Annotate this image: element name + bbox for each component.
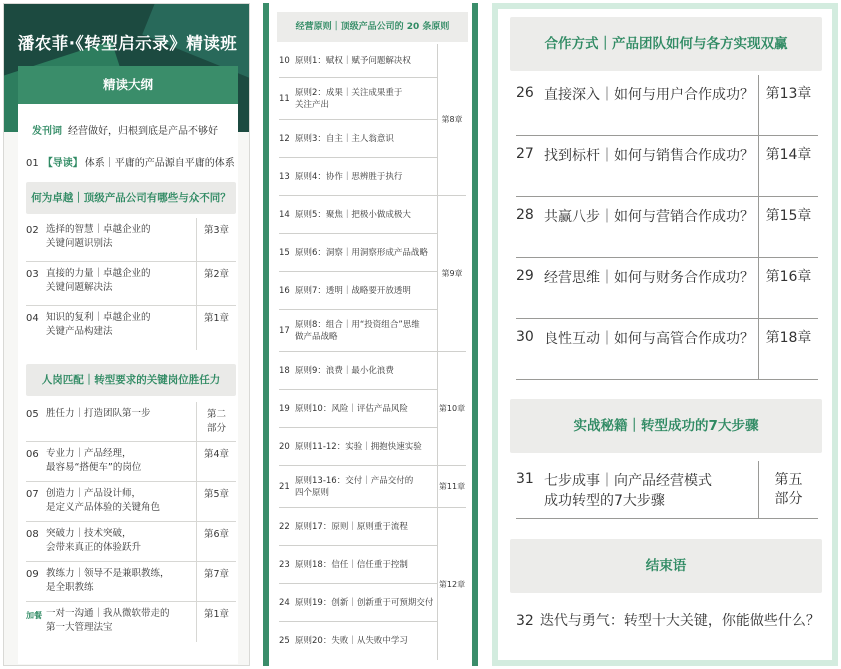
outline-panel-1	[3, 3, 250, 666]
item-number: 加餐	[26, 611, 42, 620]
item-number: 24	[279, 597, 290, 608]
section-header: 经营原则｜顶级产品公司的 20 条原则	[277, 12, 468, 42]
list-item[interactable]	[516, 319, 818, 380]
list-item[interactable]	[279, 158, 437, 196]
item-number: 26	[516, 85, 534, 101]
item-title: 原则3：自主｜主人翁意识	[295, 133, 394, 144]
item-number: 13	[279, 171, 290, 182]
item-number: 32	[516, 613, 534, 629]
item-number: 07	[26, 489, 39, 500]
item-number: 10	[279, 55, 290, 66]
list-item[interactable]	[26, 442, 236, 482]
item-chapter: 第五 部分	[758, 461, 818, 518]
list-item[interactable]	[26, 602, 236, 642]
list-item[interactable]	[516, 610, 820, 630]
item-number: 04	[26, 313, 39, 324]
outline-title: 精读大纲	[18, 66, 238, 104]
list-item[interactable]	[516, 136, 818, 197]
item-chapter: 第4章	[196, 442, 236, 481]
item-chapter: 第15章	[758, 197, 818, 257]
item-title: 共赢八步｜如何与营销合作成功？	[544, 209, 754, 225]
item-number: 30	[516, 329, 534, 345]
item-chapter: 第2章	[196, 262, 236, 305]
section-header: 人岗匹配｜转型要求的关键岗位胜任力	[26, 364, 236, 396]
item-chapter: 第二 部分	[196, 402, 236, 441]
item-chapter: 第1章	[196, 602, 236, 642]
item-chapter: 第13章	[758, 75, 818, 135]
item-number: 06	[26, 449, 39, 460]
list-item[interactable]	[26, 522, 236, 562]
list-item[interactable]	[26, 218, 236, 262]
item-title: 直接深入｜如何与用户合作成功？	[544, 87, 754, 103]
chapter-cell: 第10章	[437, 352, 466, 466]
item-title: 原则5：聚焦｜把极小做成极大	[295, 209, 411, 220]
intro-tag: 发刊词	[32, 126, 62, 137]
item-title: 一对一沟通｜我从微软带走的 第一大管理法宝	[46, 608, 170, 633]
item-number: 25	[279, 636, 290, 646]
item-title: 教练力｜领导不是兼职教练， 是全职教练	[46, 568, 170, 593]
item-title: 突破力｜技术突破， 会带来真正的体验跃升	[46, 528, 142, 553]
list-item[interactable]	[279, 196, 437, 234]
list-item[interactable]	[26, 306, 236, 350]
item-number: 29	[516, 268, 534, 284]
intro-item-guide[interactable]	[26, 154, 235, 169]
list-item[interactable]	[279, 546, 437, 584]
item-title: 经营思维｜如何与财务合作成功？	[544, 270, 754, 286]
item-chapter: 第18章	[758, 319, 818, 379]
chapter-cell: 第9章	[437, 196, 466, 352]
item-number: 01	[26, 158, 39, 169]
list-item[interactable]	[279, 428, 437, 466]
item-number: 17	[279, 325, 290, 336]
list-item[interactable]	[279, 390, 437, 428]
item-number: 08	[26, 529, 39, 540]
item-number: 11	[279, 93, 290, 104]
section-header: 结束语	[510, 539, 822, 593]
item-number: 23	[279, 559, 290, 570]
item-title: 原则8：组合｜用“投资组合”思维 做产品战略	[295, 319, 420, 342]
item-number: 05	[26, 409, 39, 420]
list-item[interactable]	[279, 120, 437, 158]
intro-text: 经营做好，归根到底是产品不够好	[68, 126, 218, 137]
list-item[interactable]	[26, 402, 236, 442]
intro-item-foreword[interactable]	[32, 122, 218, 137]
item-title: 原则17：原则｜原则重于流程	[295, 521, 408, 532]
list-item[interactable]	[26, 262, 236, 306]
item-title: 原则9：浪费｜最小化浪费	[295, 365, 394, 376]
list-item[interactable]	[279, 584, 437, 622]
list-item[interactable]	[279, 44, 437, 78]
item-title: 找到标杆｜如何与销售合作成功？	[544, 148, 754, 164]
section-header: 合作方式｜产品团队如何与各方实现双赢	[510, 17, 822, 71]
item-title: 原则1：赋权｜赋予问题解决权	[295, 55, 411, 66]
item-title: 知识的复利｜卓越企业的 关键产品构建法	[46, 312, 151, 337]
section-header: 何为卓越｜顶级产品公司有哪些与众不同？	[26, 182, 236, 214]
intro-text: 体系｜平庸的产品源自平庸的体系	[84, 158, 235, 169]
item-title: 良性互动｜如何与高管合作成功？	[544, 331, 754, 347]
item-chapter: 第1章	[196, 306, 236, 350]
item-title: 专业力｜产品经理， 最容易“搭便车”的岗位	[46, 448, 142, 473]
item-number: 14	[279, 209, 290, 220]
chapter-list	[26, 218, 236, 350]
page-title: 潘农菲·《转型启示录》精读班	[17, 34, 238, 53]
item-number: 28	[516, 207, 534, 223]
chapter-cell: 第11章	[437, 466, 466, 508]
chapter-list	[26, 402, 236, 642]
item-number: 09	[26, 569, 39, 580]
list-item[interactable]	[279, 310, 437, 352]
item-title: 迭代与勇气：转型十大关键，你能做些什么？	[539, 613, 820, 629]
item-title: 原则20：失败｜从失败中学习	[295, 636, 408, 646]
item-number: 31	[516, 471, 534, 487]
item-title: 原则19：创新｜创新重于可预期交付	[295, 597, 434, 608]
list-item[interactable]	[279, 466, 437, 508]
list-item[interactable]	[279, 622, 437, 660]
item-title: 创造力｜产品设计师， 是定义产品体验的关键角色	[46, 488, 161, 513]
item-title: 七步成事｜向产品经营模式 成功转型的7大步骤	[544, 473, 712, 509]
item-number: 27	[516, 146, 534, 162]
outline-card	[18, 66, 238, 664]
intro-tag: 【导读】	[42, 158, 83, 169]
item-number: 15	[279, 247, 290, 258]
list-item[interactable]	[516, 258, 818, 319]
item-number: 22	[279, 521, 290, 532]
item-number: 16	[279, 285, 290, 296]
item-number: 03	[26, 269, 39, 280]
chapter-cell: 第12章	[437, 508, 466, 660]
item-title: 原则2：成果｜关注成果重于 关注产出	[295, 87, 403, 110]
section-header: 实战秘籍｜转型成功的7大步骤	[510, 399, 822, 453]
item-number: 18	[279, 365, 290, 376]
item-title: 原则18：信任｜信任重于控制	[295, 559, 408, 570]
item-number: 21	[279, 481, 290, 492]
list-item[interactable]	[26, 482, 236, 522]
list-item[interactable]	[279, 78, 437, 120]
item-chapter: 第5章	[196, 482, 236, 521]
item-chapter: 第14章	[758, 136, 818, 196]
item-title: 原则11-12：实验｜拥抱快速实验	[295, 441, 422, 452]
item-title: 选择的智慧｜卓越企业的 关键问题识别法	[46, 224, 151, 249]
item-chapter: 第16章	[758, 258, 818, 318]
item-chapter: 第3章	[196, 218, 236, 261]
item-title: 原则7：透明｜战略要开放透明	[295, 285, 411, 296]
item-number: 19	[279, 403, 290, 414]
item-chapter: 第7章	[196, 562, 236, 601]
item-number: 02	[26, 225, 39, 236]
item-title: 原则10：风险｜评估产品风险	[295, 403, 408, 414]
item-chapter: 第6章	[196, 522, 236, 561]
item-number: 12	[279, 133, 290, 144]
item-title: 原则6：洞察｜用洞察形成产品战略	[295, 247, 428, 258]
item-title: 直接的力量｜卓越企业的 关键问题解决法	[46, 268, 151, 293]
list-item[interactable]	[279, 272, 437, 310]
list-item[interactable]	[279, 508, 437, 546]
chapter-cell: 第8章	[437, 44, 466, 196]
list-item[interactable]	[279, 352, 437, 390]
item-title: 原则4：协作｜思辨胜于执行	[295, 171, 403, 182]
item-title: 胜任力｜打造团队第一步	[46, 408, 151, 419]
outline-panel-3	[492, 3, 838, 666]
list-item[interactable]	[516, 75, 818, 136]
list-item[interactable]	[26, 562, 236, 602]
list-item[interactable]	[516, 461, 818, 519]
list-item[interactable]	[279, 234, 437, 272]
list-item[interactable]	[516, 197, 818, 258]
item-title: 原则13-16：交付｜产品交付的 四个原则	[295, 475, 414, 498]
outline-panel-2	[263, 3, 478, 666]
item-number: 20	[279, 441, 290, 452]
